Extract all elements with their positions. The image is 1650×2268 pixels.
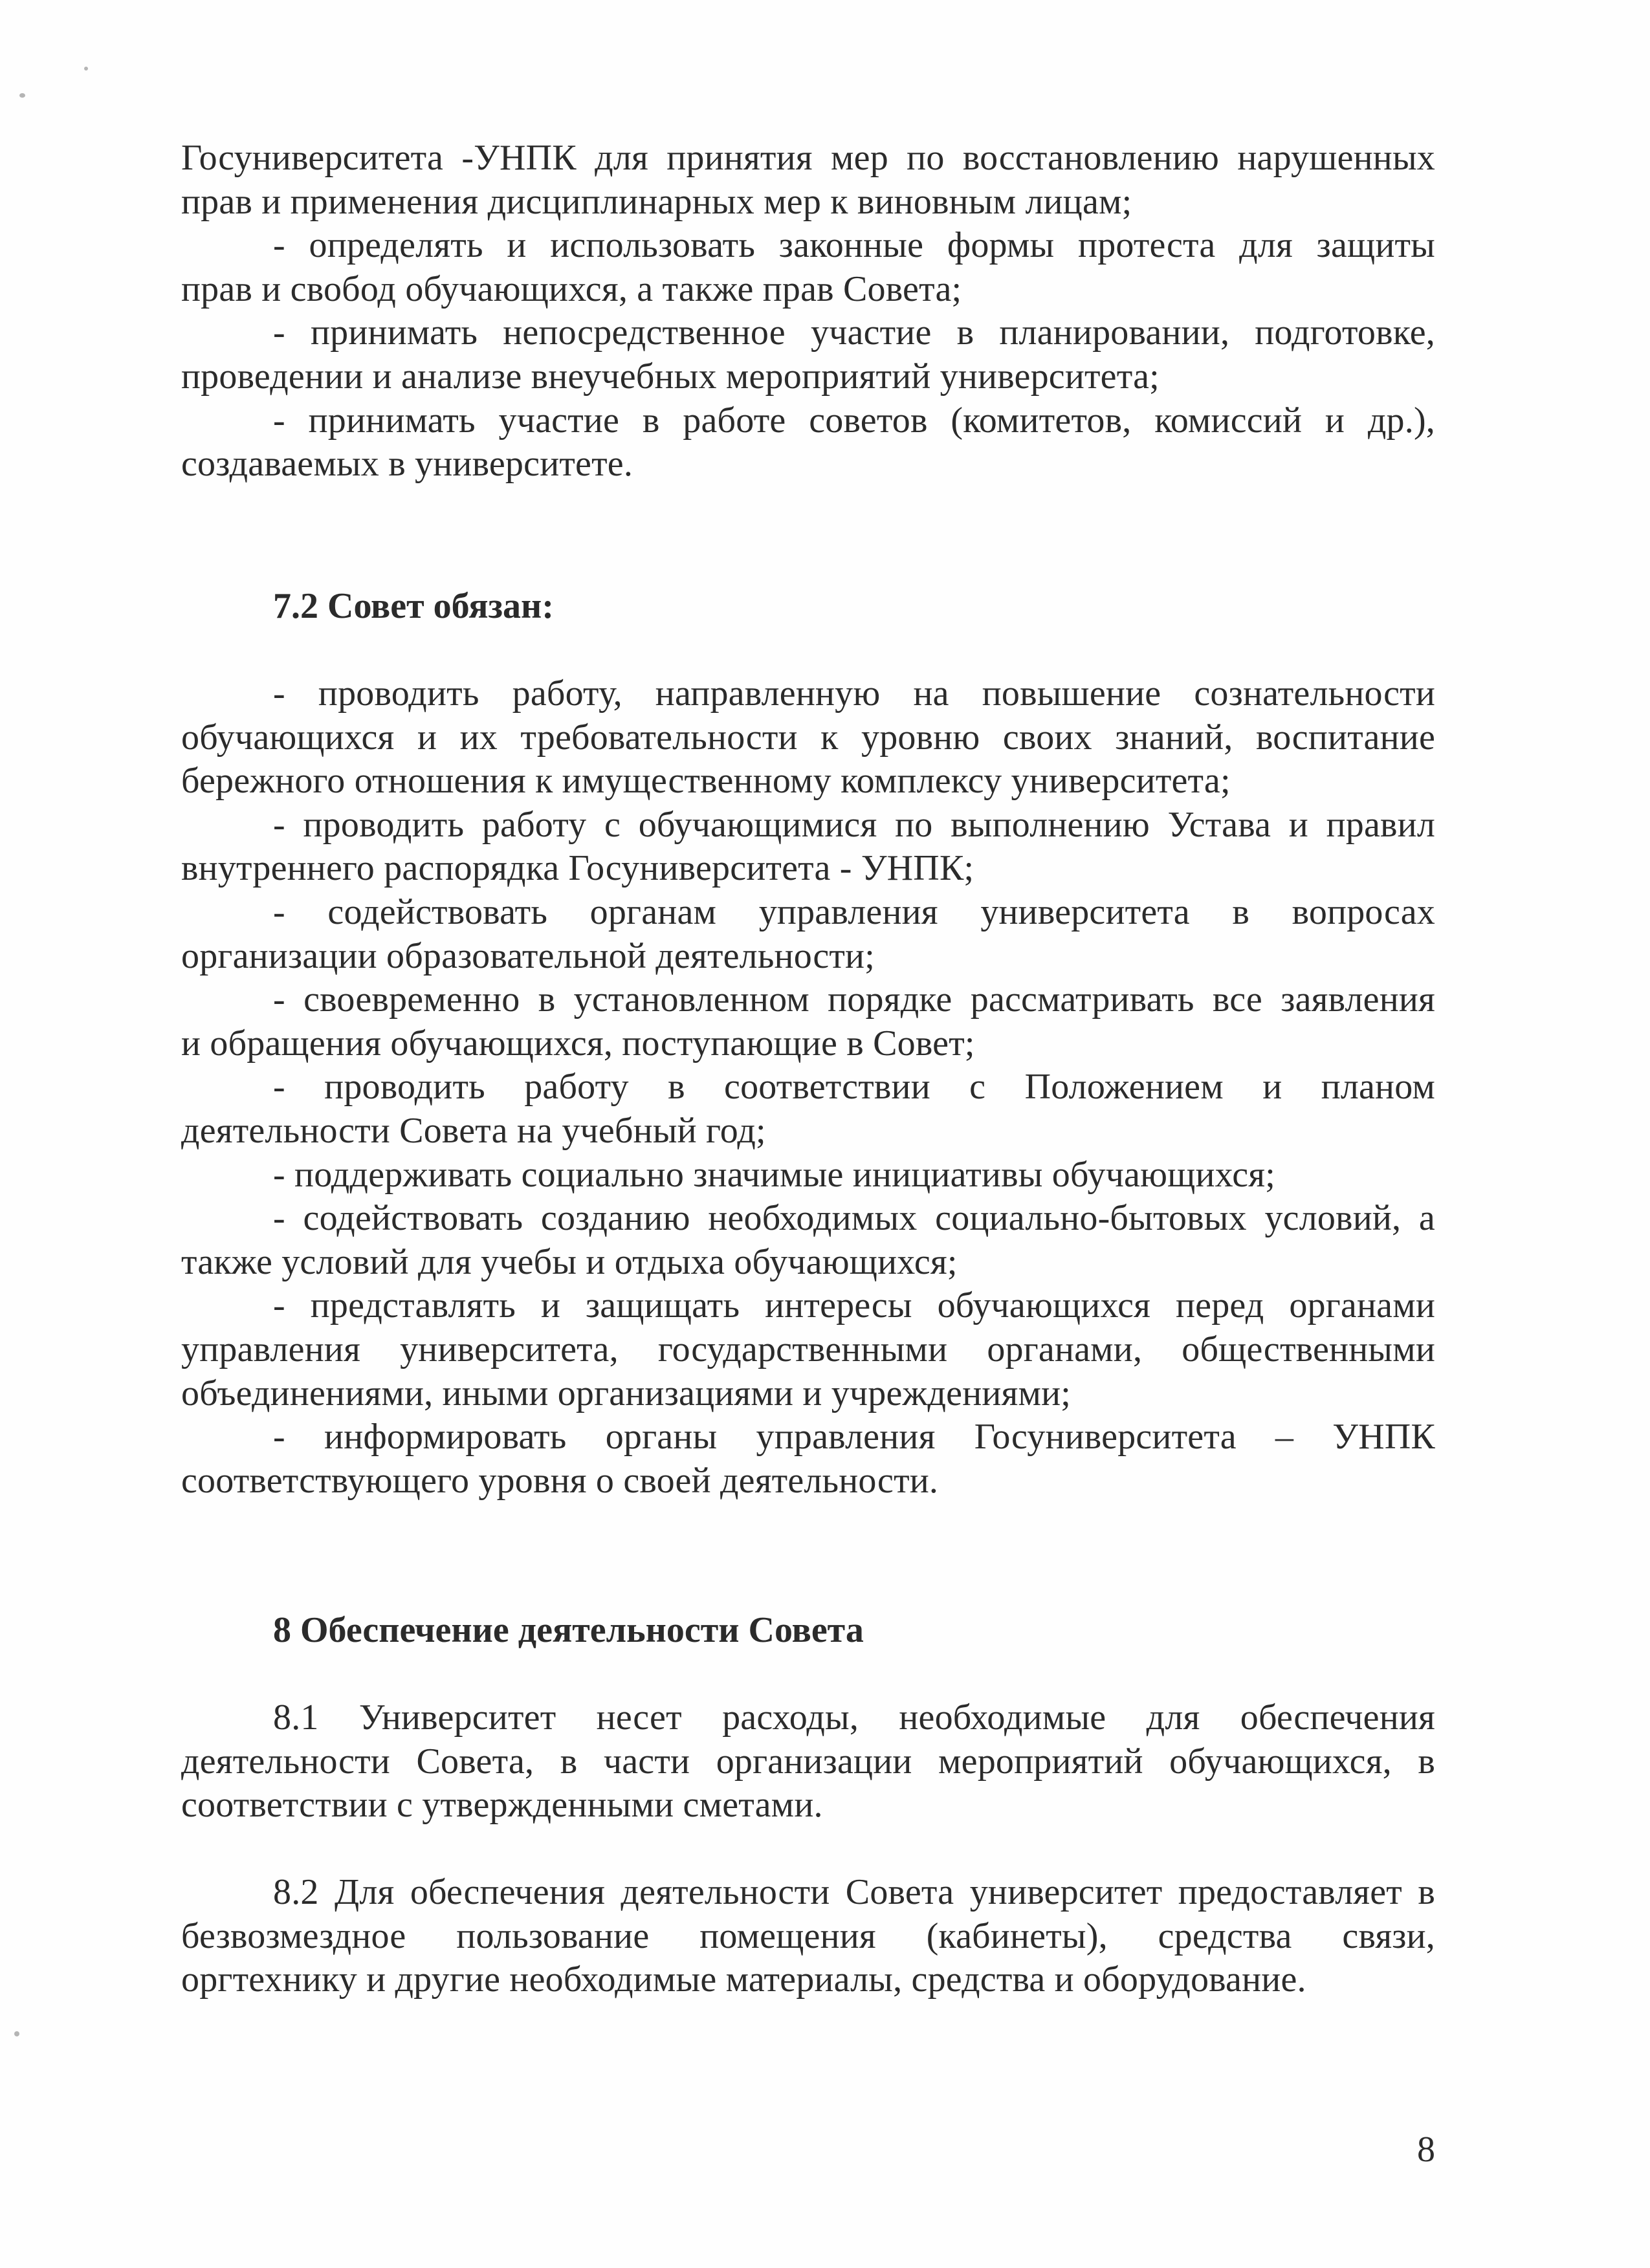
text-line: бережного отношения к имущественному комплексу университета; [181,761,1231,801]
text-line: соответствии с утвержденными сметами. [181,1785,823,1826]
text-line: прав и свобод обучающихся, а также прав Совета; [181,268,962,309]
text-line: обучающихся и их требовательности к уровню своих знаний, воспитание [181,717,1435,758]
scan-speck [19,93,25,98]
text-line: - принимать участие в работе советов (комитетов, комиссий и др.), [273,400,1435,441]
text-line: безвозмездное пользование помещения (кабинеты), средства связи, [181,1915,1435,1956]
paragraph-8-1 [181,1696,1435,1827]
text-line: - содействовать созданию необходимых социально-бытовых условий, а [273,1198,1435,1239]
section-8-heading: 8 Обеспечение деятельности Совета [273,1610,864,1650]
text-line: соответствующего уровня о своей деятельности. [181,1460,939,1501]
text-line: - проводить работу с обучающимися по выполнению Устава и правил [273,804,1435,845]
text-line: деятельности Совета, в части организации мероприятий обучающихся, в [181,1741,1435,1782]
text-line: создаваемых в университете. [181,444,633,485]
text-line: прав и применения дисциплинарных мер к виновным лицам; [181,181,1132,222]
text-line: проведении и анализе внеучебных мероприятий университета; [181,356,1160,397]
text-line: - поддерживать социально значимые инициативы обучающихся; [273,1154,1275,1195]
text-line: управления университета, государственными органами, общественными [181,1329,1435,1369]
text-line: - представлять и защищать интересы обучающихся перед органами [273,1285,1435,1326]
text-line: - содействовать органам управления университета в вопросах [273,891,1435,932]
text-line: и обращения обучающихся, поступающие в Совет; [181,1023,975,1063]
text-line: - проводить работу в соответствии с Положением и планом [273,1067,1435,1107]
paragraph-8-2 [181,1871,1435,2002]
text-line: - принимать непосредственное участие в планировании, подготовке, [273,312,1435,353]
section-7-2-list [181,672,1435,1503]
text-line: - информировать органы управления Госуниверситета – УНПК [273,1417,1435,1457]
text-line: оргтехнику и другие необходимые материалы, средства и оборудование. [181,1959,1306,2000]
text-line: также условий для учебы и отдыха обучающихся; [181,1241,958,1282]
text-line: 8.1 Университет несет расходы, необходимые для обеспечения [273,1697,1435,1738]
text-line: - своевременно в установленном порядке рассматривать все заявления [273,979,1435,1020]
page-number: 8 [1417,2130,1435,2170]
intro-block [181,136,1435,486]
text-line: организации образовательной деятельности; [181,935,875,976]
section-7-2-heading: 7.2 Совет обязан: [273,586,554,626]
scan-speck [14,2031,19,2036]
scan-speck [84,67,88,71]
text-line: объединениями, иными организациями и учреждениями; [181,1373,1072,1413]
text-line: внутреннего распорядка Госуниверситета - УНПК; [181,848,974,889]
text-line: деятельности Совета на учебный год; [181,1110,766,1151]
text-line: 8.2 Для обеспечения деятельности Совета университет предоставляет в [273,1872,1435,1912]
text-line: Госуниверситета -УНПК для принятия мер по восстановлению нарушенных [181,138,1435,178]
text-line: - проводить работу, направленную на повышение сознательности [273,673,1435,714]
text-line: - определять и использовать законные формы протеста для защиты [273,225,1435,266]
